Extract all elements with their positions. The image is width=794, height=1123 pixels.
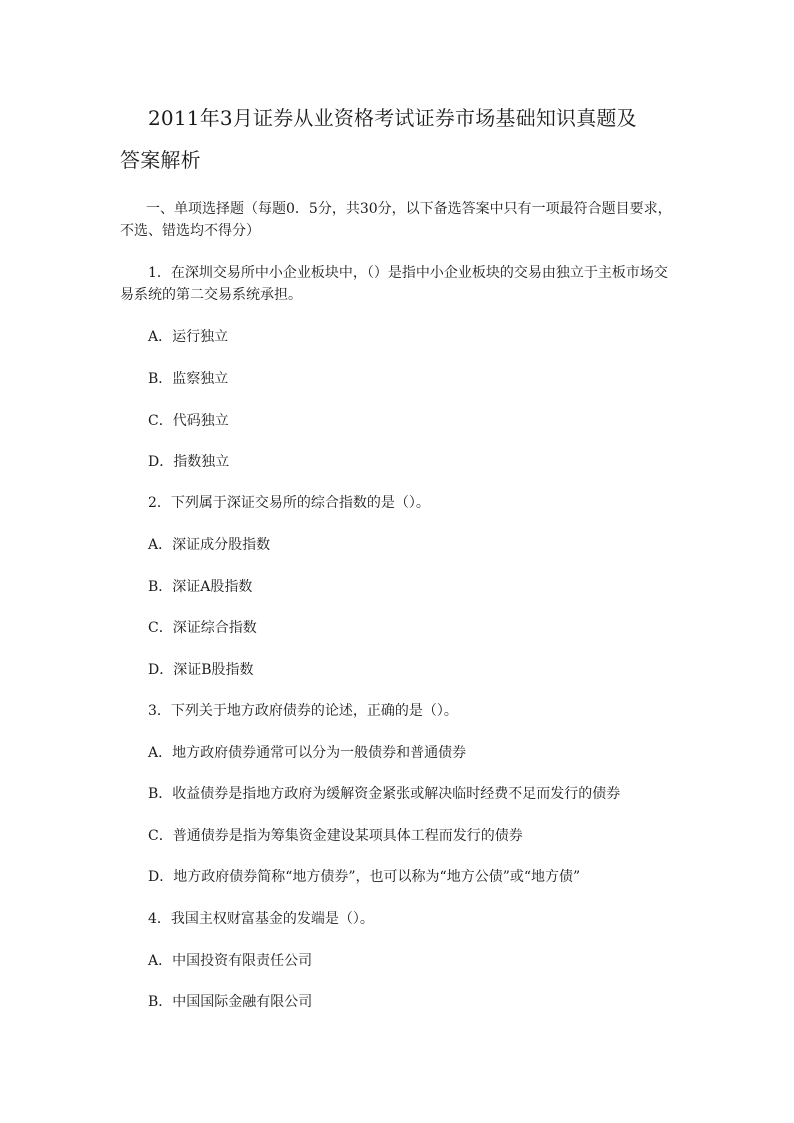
question-stem: 1．在深圳交易所中小企业板块中，（）是指中小企业板块的交易由独立于主板市场交易系统的第二交易系统承担。	[120, 265, 668, 303]
answer-option: D．深证B股指数	[148, 662, 254, 678]
answer-option: A．中国投资有限责任公司	[148, 953, 313, 969]
question-stem: 2．下列属于深证交易所的综合指数的是（）。	[148, 495, 430, 511]
question-stem: 3．下列关于地方政府债券的论述，正确的是（）。	[148, 703, 458, 719]
document-title-continued: 答案解析	[120, 148, 201, 172]
section-heading: 一、单项选择题（每题0．5分，共30分，以下备选答案中只有一项最符合题目要求，不选、错选均不得分）	[120, 201, 672, 239]
answer-option: B．中国国际金融有限公司	[148, 994, 313, 1010]
document-title: 2011年3月证券从业资格考试证券市场基础知识真题及	[148, 106, 637, 130]
answer-option: C．代码独立	[148, 413, 229, 429]
answer-option: A．地方政府债券通常可以分为一般债券和普通债券	[148, 745, 467, 761]
answer-option: B．深证A股指数	[148, 579, 253, 595]
question-stem: 4．我国主权财富基金的发端是（）。	[148, 911, 374, 927]
answer-option: D．指数独立	[148, 454, 230, 470]
answer-option: C．普通债券是指为筹集资金建设某项具体工程而发行的债券	[148, 828, 523, 844]
answer-option: A．深证成分股指数	[148, 537, 271, 553]
answer-option: B．监察独立	[148, 371, 229, 387]
answer-option: D．地方政府债券简称“地方债券”，也可以称为“地方公债”或“地方债”	[148, 869, 581, 885]
answer-option: B．收益债券是指地方政府为缓解资金紧张或解决临时经费不足而发行的债券	[148, 786, 621, 802]
answer-option: C．深证综合指数	[148, 620, 257, 636]
answer-option: A．运行独立	[148, 329, 229, 345]
